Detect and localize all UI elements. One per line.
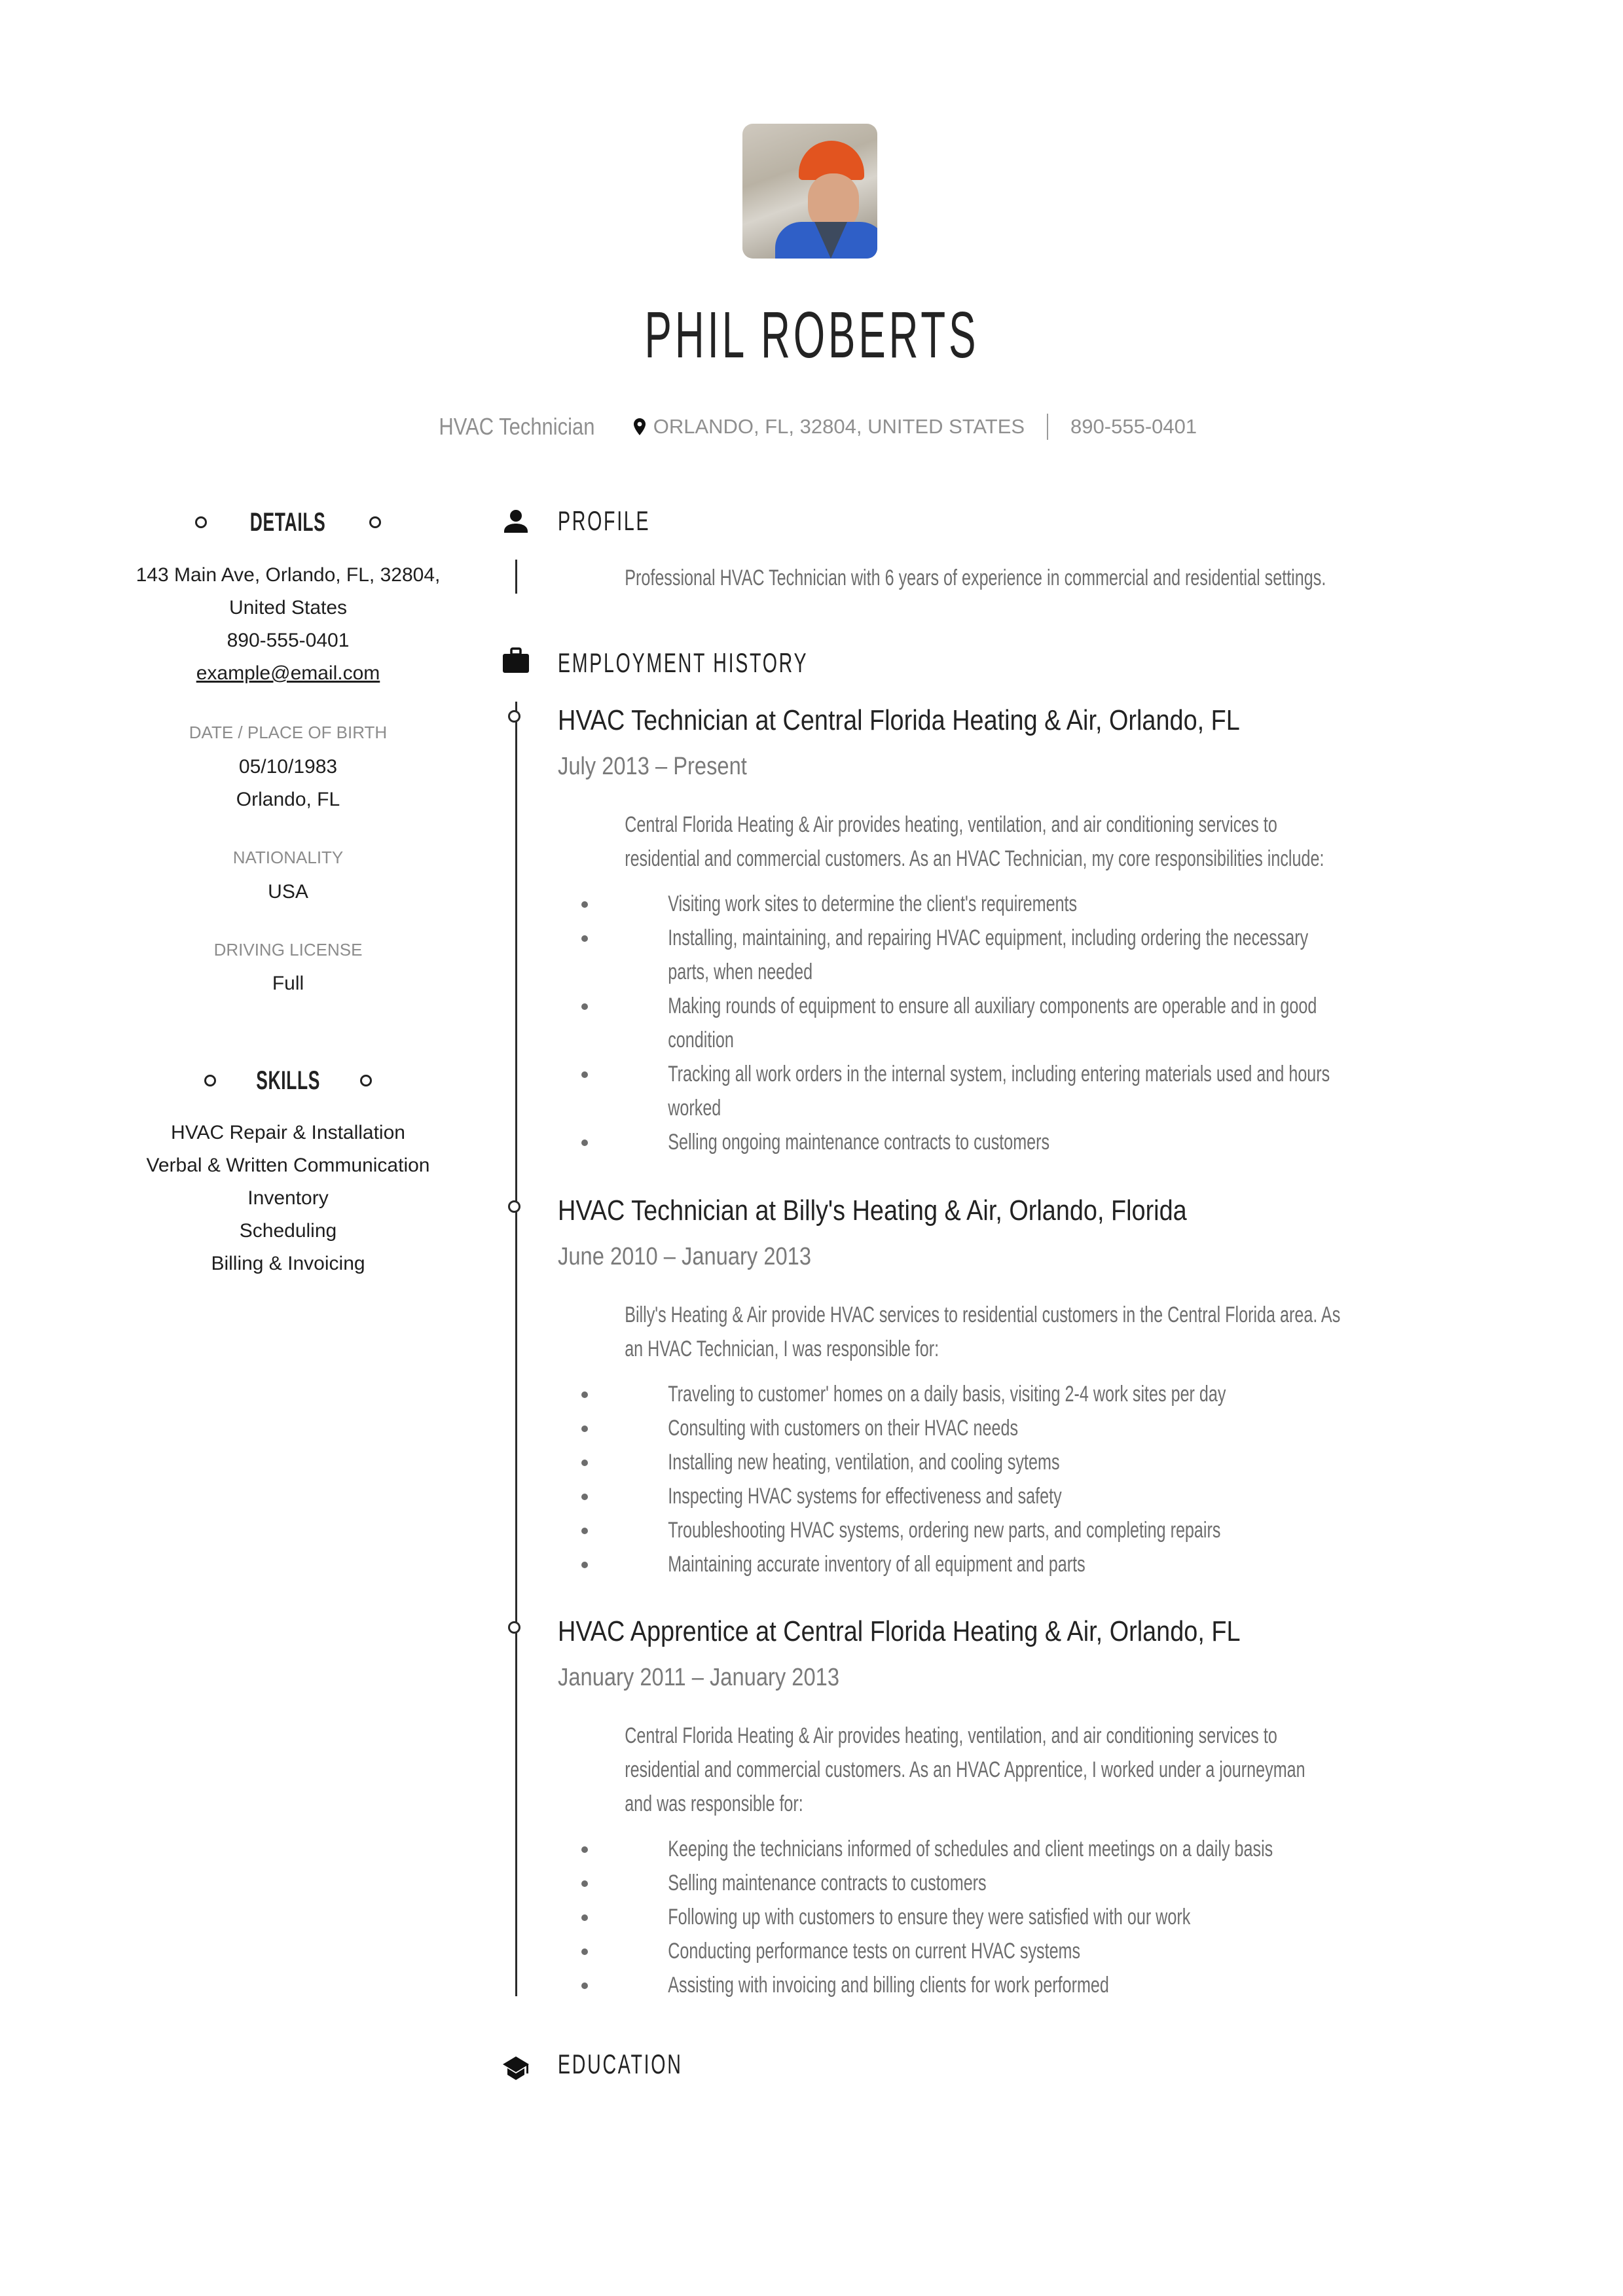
job-description: [558, 1298, 1514, 1366]
bullet-item: [558, 1832, 1514, 1866]
candidate-name-text: PHIL ROBERTS: [644, 298, 979, 372]
bullet-text: Selling ongoing maintenance contracts to customers: [668, 1130, 1050, 1155]
bullet-text: Making rounds of equipment to ensure all auxiliary components are operable and in good: [668, 994, 1317, 1018]
employment-heading-text: EMPLOYMENT HISTORY: [558, 647, 809, 678]
bullet-text: worked: [668, 1096, 721, 1121]
job-description: [558, 1719, 1514, 1821]
bullet-text: Installing, maintaining, and repairing HVAC equipment, including ordering the necessary: [668, 925, 1309, 950]
graduation-cap-icon: [501, 2054, 530, 2083]
briefcase-icon: [501, 647, 530, 675]
ring-icon: [360, 1075, 372, 1086]
bullet-text: Consulting with customers on their HVAC needs: [668, 1416, 1019, 1441]
profile-heading: [558, 505, 694, 537]
skill-item: Billing & Invoicing: [211, 1253, 365, 1274]
nationality-value: USA: [268, 881, 308, 903]
profile-heading-text: PROFILE: [558, 505, 651, 536]
birth-label: DATE / PLACE OF BIRTH: [189, 723, 388, 742]
person-icon: [501, 508, 530, 537]
bullet-text: parts, when needed: [668, 960, 813, 984]
job-dates-text: January 2011 – January 2013: [558, 1664, 839, 1691]
bullet-item: [558, 989, 1514, 1057]
bullet-item: [558, 1900, 1514, 1934]
skill-item: HVAC Repair & Installation: [171, 1122, 405, 1143]
profile-summary: [558, 561, 1514, 595]
birth-place: Orlando, FL: [236, 789, 340, 810]
header-phone: 890-555-0401: [1070, 415, 1197, 438]
bullet-item: [558, 1866, 1514, 1900]
bullet-item: [558, 1513, 1514, 1547]
bullet-text: condition: [668, 1028, 734, 1052]
desc-line: Billy's Heating & Air provide HVAC services to residential customers in the Central Florida area. As: [625, 1302, 1341, 1327]
bullet-item: [558, 887, 1514, 921]
job-dates: [558, 1243, 852, 1271]
bullet-item: [558, 1968, 1514, 2002]
ring-icon: [204, 1075, 216, 1086]
desc-line: Central Florida Heating & Air provides heating, ventilation, and air conditioning services to: [625, 1723, 1277, 1748]
timeline-node: [508, 710, 520, 723]
bullet-item: [558, 1934, 1514, 1968]
profile-photo: [742, 124, 877, 259]
details-email-row: [118, 657, 458, 690]
bullet-text: Assisting with invoicing and billing clients for work performed: [668, 1973, 1109, 1998]
bullet-item: [558, 1057, 1514, 1125]
candidate-name: [0, 298, 1623, 373]
divider: [1047, 414, 1048, 440]
bullet-text: Visiting work sites to determine the client's requirements: [668, 891, 1078, 916]
map-pin-icon: [634, 418, 646, 435]
license-value: Full: [272, 973, 304, 994]
bullet-item: [558, 1377, 1514, 1411]
bullet-text: Maintaining accurate inventory of all equipment and parts: [668, 1552, 1085, 1577]
skill-item: Inventory: [247, 1187, 329, 1209]
job-dates: [558, 1664, 885, 1692]
license-label: DRIVING LICENSE: [213, 940, 363, 960]
desc-line: Central Florida Heating & Air provides heating, ventilation, and air conditioning services to: [625, 812, 1277, 837]
desc-line: and was responsible for:: [625, 1791, 803, 1816]
job-title-text: HVAC Technician: [439, 413, 595, 440]
job-title: [558, 1194, 1289, 1227]
bullet-text: Traveling to customer' homes on a daily basis, visiting 2-4 work sites per day: [668, 1382, 1226, 1407]
job-description: [558, 808, 1514, 876]
employment-timeline: [515, 702, 517, 1996]
desc-line: an HVAC Technician, I was responsible for:: [625, 1336, 939, 1361]
ring-icon: [369, 516, 381, 528]
job-title-text: HVAC Apprentice at Central Florida Heating & Air, Orlando, FL: [558, 1615, 1241, 1647]
skill-item: Scheduling: [239, 1220, 337, 1242]
skills-heading: [118, 1064, 458, 1097]
details-phone: 890-555-0401: [227, 630, 350, 651]
profile-rule: [515, 560, 517, 594]
job-title: [426, 413, 608, 440]
job-title-text: HVAC Technician at Billy's Heating & Air, Orlando, Florida: [558, 1194, 1187, 1227]
location: [634, 415, 1025, 439]
timeline-node: [508, 1621, 520, 1634]
bullet-item: [558, 1411, 1514, 1445]
bullet-text: Installing new heating, ventilation, and cooling sytems: [668, 1450, 1060, 1475]
profile-summary-text: Professional HVAC Technician with 6 years of experience in commercial and residential settings.: [625, 565, 1326, 590]
education-heading: [558, 2049, 741, 2080]
education-heading-text: EDUCATION: [558, 2049, 683, 2079]
skill-item: Verbal & Written Communication: [146, 1155, 430, 1176]
job-title: [558, 704, 1351, 737]
bullet-item: [558, 1125, 1514, 1159]
header-subline: [0, 412, 1623, 441]
job-bullets: [558, 887, 1514, 1159]
job-title: [558, 1615, 1351, 1648]
job-dates-text: June 2010 – January 2013: [558, 1243, 812, 1270]
details-heading-text: DETAILS: [250, 507, 326, 537]
job-dates: [558, 753, 778, 781]
bullet-text: Selling maintenance contracts to customers: [668, 1871, 987, 1895]
bullet-text: Keeping the technicians informed of schedules and client meetings on a daily basis: [668, 1837, 1273, 1861]
birth-date: 05/10/1983: [238, 756, 338, 778]
job-bullets: [558, 1377, 1514, 1581]
employment-heading: [558, 647, 926, 679]
details-heading: [118, 506, 458, 539]
job-dates-text: July 2013 – Present: [558, 753, 747, 780]
bullet-text: Tracking all work orders in the internal system, including entering materials used and hours: [668, 1062, 1330, 1086]
address-line-2: United States: [228, 597, 348, 619]
email-link[interactable]: example@email.com: [196, 662, 380, 684]
bullet-text: Inspecting HVAC systems for effectiveness and safety: [668, 1484, 1062, 1509]
address-line-1: 143 Main Ave, Orlando, FL, 32804,: [136, 564, 441, 586]
job-bullets: [558, 1832, 1514, 2002]
location-text: ORLANDO, FL, 32804, UNITED STATES: [653, 415, 1025, 438]
job-title-text: HVAC Technician at Central Florida Heating & Air, Orlando, FL: [558, 704, 1240, 736]
skills-heading-text: SKILLS: [256, 1066, 320, 1095]
bullet-item: [558, 921, 1514, 989]
bullet-text: Troubleshooting HVAC systems, ordering new parts, and completing repairs: [668, 1518, 1221, 1543]
bullet-item: [558, 1547, 1514, 1581]
nationality-label: NATIONALITY: [232, 848, 344, 867]
desc-line: residential and commercial customers. As an HVAC Technician, my core responsibilities include:: [625, 846, 1324, 871]
desc-line: residential and commercial customers. As an HVAC Apprentice, I worked under a journeyman: [625, 1757, 1305, 1782]
bullet-text: Following up with customers to ensure they were satisfied with our work: [668, 1905, 1191, 1929]
bullet-text: Conducting performance tests on current HVAC systems: [668, 1939, 1081, 1964]
bullet-item: [558, 1479, 1514, 1513]
bullet-item: [558, 1445, 1514, 1479]
timeline-node: [508, 1200, 520, 1213]
ring-icon: [195, 516, 207, 528]
